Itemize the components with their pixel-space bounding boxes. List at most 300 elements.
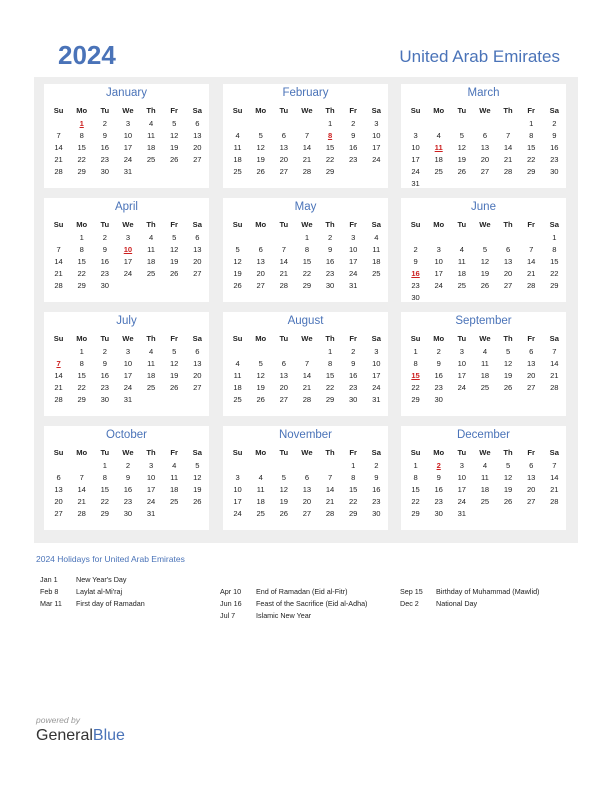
day-cell: 16 xyxy=(550,143,559,152)
day-cell: 22 xyxy=(77,269,86,278)
weekday-label: Su xyxy=(53,334,64,343)
day-cell: 7 xyxy=(552,461,557,470)
brand-general: General xyxy=(36,727,93,744)
day-cell: 28 xyxy=(526,281,536,290)
day-cell: 3 xyxy=(436,245,441,254)
day-cell: 4 xyxy=(172,461,177,470)
week-row xyxy=(226,257,388,267)
week-row xyxy=(226,143,388,153)
weekday-label: Tu xyxy=(100,106,110,115)
day-cell: 29 xyxy=(77,281,86,290)
day-cell: 9 xyxy=(351,359,356,368)
weekday-label: Sa xyxy=(371,448,381,457)
week-row xyxy=(226,473,388,483)
day-cell: 27 xyxy=(526,383,536,392)
weekday-label: Sa xyxy=(371,220,381,229)
day-cell: 3 xyxy=(235,473,240,482)
empty-cell xyxy=(140,281,163,291)
month-panel-august xyxy=(223,312,388,416)
day-cell: 30 xyxy=(411,293,420,302)
day-cell: 9 xyxy=(413,257,418,266)
day-cell: 8 xyxy=(413,359,418,368)
day-cell: 29 xyxy=(411,395,420,404)
holiday-day: 7 xyxy=(56,359,61,368)
day-cell: 22 xyxy=(77,383,86,392)
day-cell: 11 xyxy=(233,371,242,380)
month-panel-october xyxy=(44,426,209,530)
day-cell: 19 xyxy=(457,155,467,164)
empty-cell xyxy=(520,509,543,519)
day-cell: 30 xyxy=(372,509,381,518)
week-row xyxy=(404,119,566,129)
weekday-label: Fr xyxy=(527,220,535,229)
month-panel-april xyxy=(44,198,209,302)
day-cell: 2 xyxy=(436,347,441,356)
day-cell: 19 xyxy=(169,257,179,266)
day-cell: 6 xyxy=(304,473,310,482)
week-row xyxy=(47,131,209,141)
day-cell: 3 xyxy=(374,347,379,356)
day-cell: 18 xyxy=(233,383,242,392)
day-cell: 4 xyxy=(374,233,379,242)
day-cell: 13 xyxy=(256,257,265,266)
day-cell: 23 xyxy=(123,497,133,506)
day-cell: 20 xyxy=(256,269,265,278)
day-cell: 19 xyxy=(169,143,179,152)
day-cell: 21 xyxy=(526,269,536,278)
empty-cell xyxy=(427,119,450,129)
day-cell: 27 xyxy=(193,269,202,278)
day-cell: 26 xyxy=(256,395,265,404)
day-cell: 8 xyxy=(413,473,418,482)
week-row xyxy=(226,485,388,495)
day-cell: 16 xyxy=(372,485,381,494)
weekday-label: Su xyxy=(232,106,243,115)
day-cell: 11 xyxy=(256,485,265,494)
day-cell: 29 xyxy=(526,167,536,176)
day-cell: 5 xyxy=(172,347,177,356)
day-cell: 12 xyxy=(480,257,490,266)
day-cell: 17 xyxy=(123,257,133,266)
day-cell: 29 xyxy=(77,167,86,176)
day-cell: 14 xyxy=(503,143,513,152)
day-cell: 20 xyxy=(480,155,490,164)
week-row xyxy=(226,245,388,255)
month-name: May xyxy=(294,201,317,213)
empty-cell xyxy=(116,281,139,291)
weekday-header xyxy=(226,334,388,344)
day-cell: 22 xyxy=(100,497,110,506)
empty-cell xyxy=(272,233,295,243)
day-cell: 31 xyxy=(372,395,381,404)
day-cell: 8 xyxy=(351,473,356,482)
week-row xyxy=(404,269,566,279)
day-cell: 24 xyxy=(411,167,420,176)
empty-cell xyxy=(520,233,543,243)
day-cell: 11 xyxy=(170,473,179,482)
empty-cell xyxy=(497,119,520,129)
week-row xyxy=(404,371,566,381)
day-cell: 17 xyxy=(411,155,420,164)
day-cell: 2 xyxy=(125,461,131,470)
day-cell: 25 xyxy=(146,383,156,392)
day-cell: 3 xyxy=(148,461,154,470)
day-cell: 10 xyxy=(146,473,156,482)
day-cell: 5 xyxy=(505,461,511,470)
day-cell: 5 xyxy=(235,245,240,254)
day-cell: 22 xyxy=(411,383,420,392)
month-name: November xyxy=(278,429,333,441)
day-cell: 15 xyxy=(77,371,86,380)
day-cell: 13 xyxy=(526,473,536,482)
month-panel-september xyxy=(401,312,566,416)
day-cell: 18 xyxy=(480,371,490,380)
day-cell: 19 xyxy=(233,269,242,278)
week-row xyxy=(47,509,209,519)
empty-cell xyxy=(497,395,520,405)
day-cell: 26 xyxy=(169,155,179,164)
day-cell: 12 xyxy=(169,131,179,140)
weekday-label: We xyxy=(301,220,313,229)
day-cell: 28 xyxy=(54,395,63,404)
weekday-label: Sa xyxy=(371,106,381,115)
weekday-label: Fr xyxy=(527,448,535,457)
week-row xyxy=(47,461,209,471)
day-cell: 24 xyxy=(457,383,467,392)
empty-cell xyxy=(272,461,295,471)
month-name: July xyxy=(116,315,137,327)
day-cell: 24 xyxy=(457,497,467,506)
day-cell: 10 xyxy=(123,359,133,368)
day-cell: 5 xyxy=(195,461,200,470)
weekday-label: Tu xyxy=(457,106,467,115)
day-cell: 29 xyxy=(302,281,312,290)
day-cell: 3 xyxy=(351,233,356,242)
day-cell: 22 xyxy=(348,497,358,506)
brand-blue: Blue xyxy=(92,727,125,744)
day-cell: 23 xyxy=(348,383,358,392)
day-cell: 9 xyxy=(327,245,333,254)
empty-cell xyxy=(163,509,186,519)
day-cell: 24 xyxy=(434,281,443,290)
weekday-label: Sa xyxy=(549,334,559,343)
day-cell: 18 xyxy=(434,155,443,164)
weekday-label: Sa xyxy=(549,448,559,457)
weekday-label: Th xyxy=(146,220,156,229)
day-cell: 25 xyxy=(480,497,490,506)
day-cell: 4 xyxy=(482,347,488,356)
day-cell: 28 xyxy=(550,497,559,506)
month-panel-march xyxy=(401,84,566,188)
day-cell: 9 xyxy=(102,131,107,140)
month-panel-february xyxy=(223,84,388,188)
week-row xyxy=(404,473,566,483)
week-row xyxy=(47,485,209,495)
week-row xyxy=(226,395,388,405)
day-cell: 31 xyxy=(123,167,133,176)
empty-cell xyxy=(140,167,163,177)
day-cell: 1 xyxy=(529,119,534,128)
day-cell: 18 xyxy=(256,497,265,506)
week-row xyxy=(404,143,566,153)
empty-cell xyxy=(249,347,272,357)
weekday-label: Mo xyxy=(255,220,267,229)
weekday-label: Mo xyxy=(76,106,88,115)
empty-cell xyxy=(427,293,450,303)
day-cell: 1 xyxy=(327,119,333,128)
day-cell: 6 xyxy=(505,245,511,254)
day-cell: 9 xyxy=(374,473,379,482)
day-cell: 3 xyxy=(413,131,418,140)
weekday-label: Su xyxy=(410,106,421,115)
week-row xyxy=(404,485,566,495)
day-cell: 25 xyxy=(457,281,467,290)
day-cell: 31 xyxy=(348,281,358,290)
empty-cell xyxy=(226,347,249,357)
day-cell: 20 xyxy=(279,383,289,392)
day-cell: 18 xyxy=(146,371,156,380)
day-cell: 13 xyxy=(193,131,202,140)
weekday-label: Fr xyxy=(527,334,535,343)
day-cell: 17 xyxy=(123,371,133,380)
day-cell: 14 xyxy=(54,143,63,152)
day-cell: 20 xyxy=(193,257,202,266)
day-cell: 19 xyxy=(256,155,265,164)
day-cell: 18 xyxy=(457,269,467,278)
day-cell: 26 xyxy=(193,497,202,506)
holiday-name: National Day xyxy=(436,599,478,608)
month-panel-january xyxy=(44,84,209,188)
day-cell: 3 xyxy=(125,347,131,356)
day-cell: 1 xyxy=(413,347,418,356)
weekday-label: Mo xyxy=(433,448,445,457)
day-cell: 11 xyxy=(147,131,155,140)
week-row xyxy=(404,167,566,177)
day-cell: 6 xyxy=(529,461,534,470)
weekday-label: Th xyxy=(325,334,335,343)
day-cell: 6 xyxy=(195,119,200,128)
day-cell: 22 xyxy=(526,155,536,164)
day-cell: 26 xyxy=(169,269,179,278)
day-cell: 23 xyxy=(550,155,559,164)
week-row xyxy=(47,269,209,279)
day-cell: 28 xyxy=(302,395,312,404)
day-cell: 20 xyxy=(302,497,312,506)
empty-cell xyxy=(450,179,473,189)
day-cell: 21 xyxy=(550,371,559,380)
day-cell: 3 xyxy=(125,233,131,242)
weekday-label: Fr xyxy=(170,106,178,115)
week-row xyxy=(226,497,388,507)
empty-cell xyxy=(497,293,520,303)
holiday-item xyxy=(40,575,145,587)
weekday-label: Th xyxy=(146,448,156,457)
day-cell: 7 xyxy=(56,245,61,254)
day-cell: 9 xyxy=(351,131,356,140)
weekday-label: Tu xyxy=(279,448,289,457)
day-cell: 26 xyxy=(256,167,265,176)
holiday-date: Jul 7 xyxy=(220,611,236,620)
day-cell: 20 xyxy=(54,497,63,506)
empty-cell xyxy=(249,119,272,129)
weekday-label: Su xyxy=(232,220,243,229)
weekday-label: We xyxy=(122,106,134,115)
day-cell: 8 xyxy=(529,131,534,140)
weekday-header xyxy=(226,106,388,116)
weekday-label: Tu xyxy=(100,448,110,457)
holiday-day: 15 xyxy=(411,371,420,380)
day-cell: 27 xyxy=(256,281,265,290)
day-cell: 18 xyxy=(146,257,156,266)
day-cell: 15 xyxy=(77,143,86,152)
day-cell: 4 xyxy=(436,131,441,140)
weekday-label: Tu xyxy=(457,448,467,457)
day-cell: 20 xyxy=(279,155,289,164)
weekday-header xyxy=(404,448,566,458)
weekday-label: Sa xyxy=(549,220,559,229)
empty-cell xyxy=(295,461,318,471)
weekday-label: Tu xyxy=(100,334,110,343)
day-cell: 8 xyxy=(79,131,84,140)
day-cell: 20 xyxy=(526,485,536,494)
empty-cell xyxy=(473,395,496,405)
weekday-label: Mo xyxy=(255,448,267,457)
day-cell: 13 xyxy=(279,143,289,152)
day-cell: 9 xyxy=(436,473,441,482)
weekday-label: Th xyxy=(325,106,335,115)
day-cell: 14 xyxy=(526,257,536,266)
day-cell: 6 xyxy=(482,131,488,140)
empty-cell xyxy=(520,395,543,405)
day-cell: 13 xyxy=(503,257,513,266)
day-cell: 14 xyxy=(302,371,312,380)
day-cell: 28 xyxy=(279,281,289,290)
week-row xyxy=(404,131,566,141)
holiday-name: First day of Ramadan xyxy=(76,599,145,608)
day-cell: 19 xyxy=(193,485,202,494)
empty-cell xyxy=(450,233,473,243)
day-cell: 29 xyxy=(411,509,420,518)
empty-cell xyxy=(497,179,520,189)
empty-cell xyxy=(272,347,295,357)
day-cell: 11 xyxy=(147,359,155,368)
empty-cell xyxy=(272,119,295,129)
holiday-name: Laylat al-Mi'raj xyxy=(76,587,123,596)
day-cell: 28 xyxy=(54,281,63,290)
day-cell: 7 xyxy=(529,245,534,254)
day-cell: 1 xyxy=(79,233,84,242)
day-cell: 19 xyxy=(503,485,513,494)
day-cell: 25 xyxy=(372,269,381,278)
holiday-column xyxy=(400,587,539,611)
day-cell: 27 xyxy=(503,281,513,290)
day-cell: 5 xyxy=(505,347,511,356)
day-cell: 18 xyxy=(372,257,381,266)
week-row xyxy=(47,245,209,255)
day-cell: 25 xyxy=(233,167,242,176)
day-cell: 14 xyxy=(302,143,312,152)
empty-cell xyxy=(473,119,496,129)
day-cell: 25 xyxy=(146,269,156,278)
holiday-date: Sep 15 xyxy=(400,587,423,596)
empty-cell xyxy=(47,119,70,129)
day-cell: 20 xyxy=(526,371,536,380)
day-cell: 15 xyxy=(77,257,86,266)
empty-cell xyxy=(404,233,427,243)
day-cell: 13 xyxy=(526,359,536,368)
day-cell: 8 xyxy=(79,359,84,368)
empty-cell xyxy=(365,281,388,291)
day-cell: 30 xyxy=(100,395,110,404)
week-row xyxy=(404,383,566,393)
day-cell: 21 xyxy=(279,269,289,278)
day-cell: 4 xyxy=(148,233,154,242)
day-cell: 11 xyxy=(457,257,466,266)
day-cell: 13 xyxy=(302,485,312,494)
weekday-label: We xyxy=(301,448,313,457)
day-cell: 1 xyxy=(351,461,356,470)
powered-by-text: powered by xyxy=(36,715,80,725)
weekday-label: Th xyxy=(503,220,513,229)
day-cell: 30 xyxy=(348,395,358,404)
week-row xyxy=(47,497,209,507)
weekday-label: Sa xyxy=(371,334,381,343)
week-row xyxy=(226,509,388,519)
day-cell: 26 xyxy=(480,281,490,290)
week-row xyxy=(404,347,566,357)
day-cell: 6 xyxy=(281,131,286,140)
day-cell: 15 xyxy=(325,371,335,380)
day-cell: 27 xyxy=(279,167,289,176)
empty-cell xyxy=(520,179,543,189)
day-cell: 1 xyxy=(102,461,107,470)
day-cell: 19 xyxy=(256,383,265,392)
day-cell: 24 xyxy=(348,269,358,278)
day-cell: 15 xyxy=(526,143,536,152)
week-row xyxy=(47,119,209,129)
holiday-date: Jun 16 xyxy=(220,599,242,608)
day-cell: 6 xyxy=(529,347,534,356)
day-cell: 6 xyxy=(258,245,263,254)
holidays-heading: 2024 Holidays for United Arab Emirates xyxy=(36,554,185,564)
weekday-label: Th xyxy=(503,106,513,115)
weekday-header xyxy=(404,220,566,230)
day-cell: 28 xyxy=(503,167,513,176)
week-row xyxy=(47,359,209,369)
weekday-label: Su xyxy=(53,448,64,457)
day-cell: 11 xyxy=(480,473,489,482)
day-cell: 3 xyxy=(125,119,131,128)
day-cell: 5 xyxy=(459,131,464,140)
day-cell: 23 xyxy=(434,497,443,506)
day-cell: 12 xyxy=(169,245,179,254)
weekday-label: Tu xyxy=(457,220,467,229)
day-cell: 22 xyxy=(411,497,420,506)
empty-cell xyxy=(186,395,209,405)
month-panel-december xyxy=(401,426,566,530)
weekday-label: Mo xyxy=(76,334,88,343)
day-cell: 13 xyxy=(54,485,63,494)
day-cell: 26 xyxy=(233,281,242,290)
week-row xyxy=(47,143,209,153)
holiday-column xyxy=(220,587,367,623)
day-cell: 5 xyxy=(482,245,488,254)
weekday-label: Sa xyxy=(192,106,202,115)
day-cell: 22 xyxy=(325,155,335,164)
day-cell: 12 xyxy=(193,473,202,482)
week-row xyxy=(226,281,388,291)
empty-cell xyxy=(226,119,249,129)
